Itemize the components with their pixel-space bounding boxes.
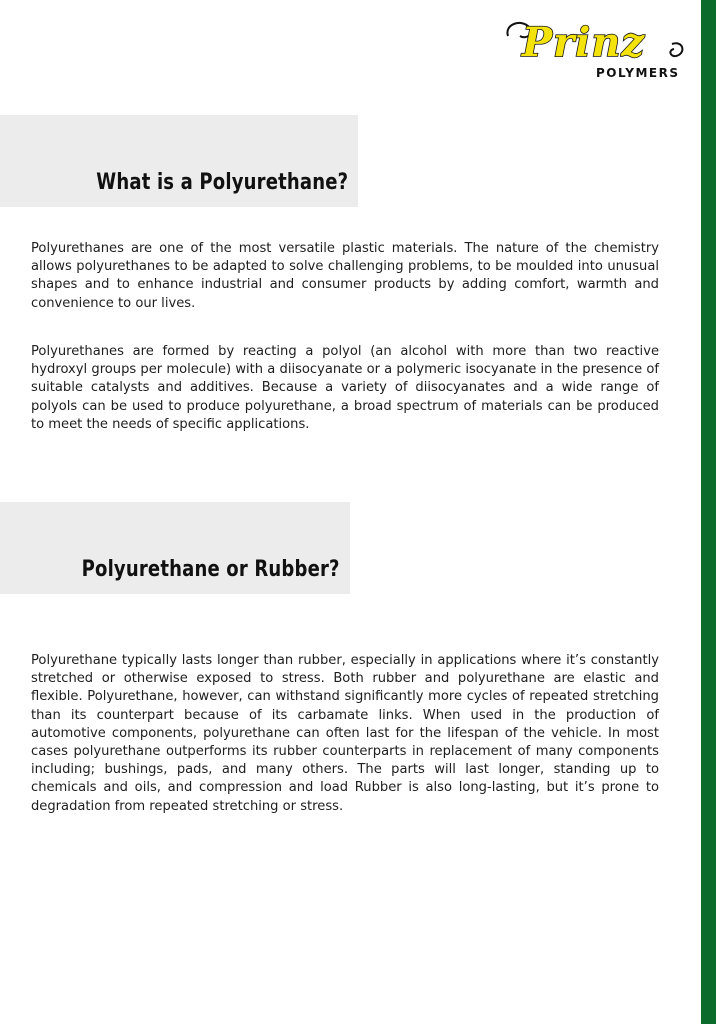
paragraph: Polyurethanes are formed by reacting a polyol (an alcohol with more than two reactive hydroxyl groups per molecule) with a diisocyanate or a polymeric isocyanate in the presence of suitable catalysts and additives. Because a variety of diisocyanates and a wide range of polyols can be used to produce polyurethane, a broad spectrum of materials can be produced to meet the needs of specific applications. [31, 344, 659, 432]
paragraph: Polyurethane typically lasts longer than rubber, especially in applications where it’s constantly stretched or otherwise exposed to stress. Both rubber and polyurethane are elastic and flexible. Polyurethane, however, can withstand significantly more cycles of repeated stretching than its counterpart because of its carbamate links. When used in the production of automotive components, polyurethane can often last for the lifespan of the vehicle. In most cases polyurethane outperforms its rubber counterparts in replacement of many components including; bushings, pads, and many others. The parts will last longer, standing up to chemicals and oils, and compression and load Rubber is also long-lasting, but it’s prone to degradation from repeated stretching or stress. [31, 653, 659, 814]
accent-side-bar [701, 0, 716, 1024]
section-heading: What is a Polyurethane? [96, 170, 348, 195]
section-header-polyurethane [0, 115, 358, 207]
logo-tagline-text: POLYMERS [596, 66, 680, 80]
section-header-polyurethane-or-rubber [0, 502, 350, 594]
section-heading: Polyurethane or Rubber? [81, 557, 340, 582]
paragraph: Polyurethanes are one of the most versatile plastic materials. The nature of the chemistry allows polyurethanes to be adapted to solve challenging problems, to be moulded into unusual shapes and to enhance industrial and consumer products by adding comfort, warmth and convenience to our lives. [31, 241, 659, 311]
logo-brand-text: Prinz [522, 19, 646, 66]
prinz-polymers-logo [500, 14, 690, 84]
